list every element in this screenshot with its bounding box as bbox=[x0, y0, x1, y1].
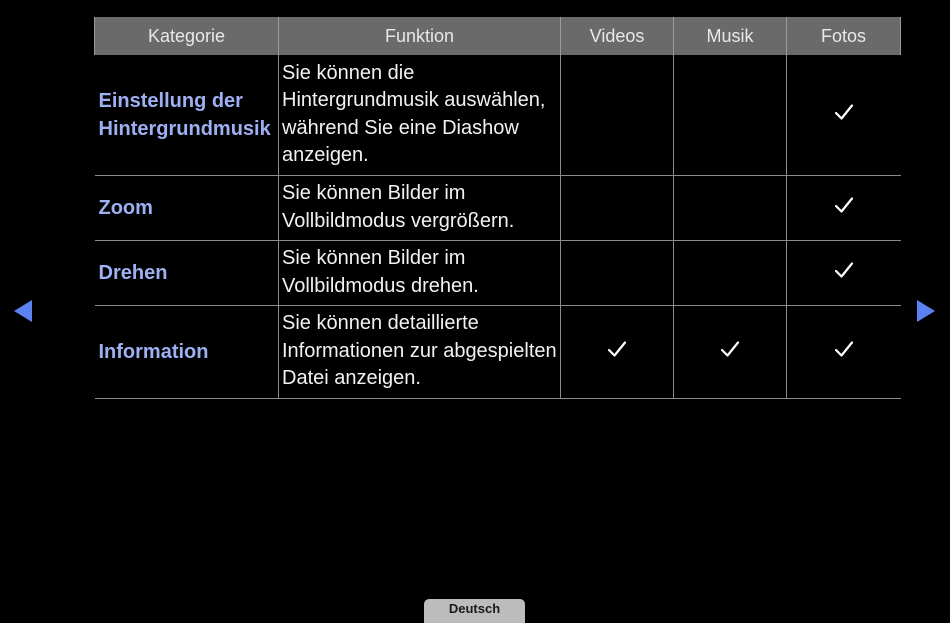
header-funktion: Funktion bbox=[279, 17, 561, 55]
category-line: Drehen bbox=[98, 261, 168, 284]
videos-cell bbox=[561, 305, 674, 398]
checkmark-icon bbox=[834, 261, 854, 279]
function-line: Datei anzeigen. bbox=[282, 367, 421, 390]
checkmark-icon bbox=[834, 340, 854, 358]
table-body bbox=[95, 55, 901, 398]
header-musik: Musik bbox=[674, 17, 787, 55]
table-header-row bbox=[95, 17, 901, 55]
videos-cell bbox=[561, 175, 674, 240]
function-line: Sie können detaillierte bbox=[282, 312, 479, 335]
header-kategorie: Kategorie bbox=[95, 17, 279, 55]
table-row bbox=[95, 175, 901, 240]
musik-cell bbox=[674, 55, 787, 175]
function-line: Sie können die bbox=[282, 61, 415, 84]
table-row bbox=[95, 305, 901, 398]
function-cell bbox=[279, 240, 561, 305]
category-line: Information bbox=[98, 340, 209, 363]
function-line: Sie können Bilder im bbox=[282, 182, 466, 204]
category-line: Hintergrundmusik bbox=[98, 117, 271, 140]
function-line: Sie können Bilder im bbox=[282, 247, 466, 269]
fotos-cell bbox=[787, 175, 901, 240]
feature-table bbox=[94, 17, 901, 399]
previous-page-arrow-icon[interactable] bbox=[14, 300, 32, 322]
videos-cell bbox=[561, 240, 674, 305]
function-cell bbox=[279, 305, 561, 398]
function-line: während Sie eine Diashow bbox=[282, 116, 519, 139]
function-line: Hintergrundmusik auswählen, bbox=[282, 89, 546, 112]
function-line: anzeigen. bbox=[282, 144, 369, 167]
checkmark-icon bbox=[834, 196, 854, 214]
header-videos: Videos bbox=[561, 17, 674, 55]
musik-cell bbox=[674, 240, 787, 305]
language-tab[interactable]: Deutsch bbox=[424, 599, 525, 623]
musik-cell bbox=[674, 175, 787, 240]
function-cell bbox=[279, 175, 561, 240]
fotos-cell bbox=[787, 305, 901, 398]
checkmark-icon bbox=[720, 340, 740, 358]
category-cell bbox=[95, 55, 279, 175]
header-fotos: Fotos bbox=[787, 17, 901, 55]
checkmark-icon bbox=[834, 103, 854, 121]
function-cell bbox=[279, 55, 561, 175]
category-cell bbox=[95, 240, 279, 305]
checkmark-icon bbox=[607, 340, 627, 358]
category-line: Zoom bbox=[98, 196, 153, 219]
function-line: Informationen zur abgespielten bbox=[282, 339, 557, 362]
category-cell bbox=[95, 305, 279, 398]
fotos-cell bbox=[787, 240, 901, 305]
function-line: Vollbildmodus vergrößern. bbox=[282, 209, 515, 232]
table-row bbox=[95, 55, 901, 175]
category-line: Einstellung der bbox=[98, 89, 243, 112]
videos-cell bbox=[561, 55, 674, 175]
category-cell bbox=[95, 175, 279, 240]
musik-cell bbox=[674, 305, 787, 398]
function-line: Vollbildmodus drehen. bbox=[282, 274, 479, 297]
fotos-cell bbox=[787, 55, 901, 175]
table-row bbox=[95, 240, 901, 305]
next-page-arrow-icon[interactable] bbox=[917, 300, 935, 322]
